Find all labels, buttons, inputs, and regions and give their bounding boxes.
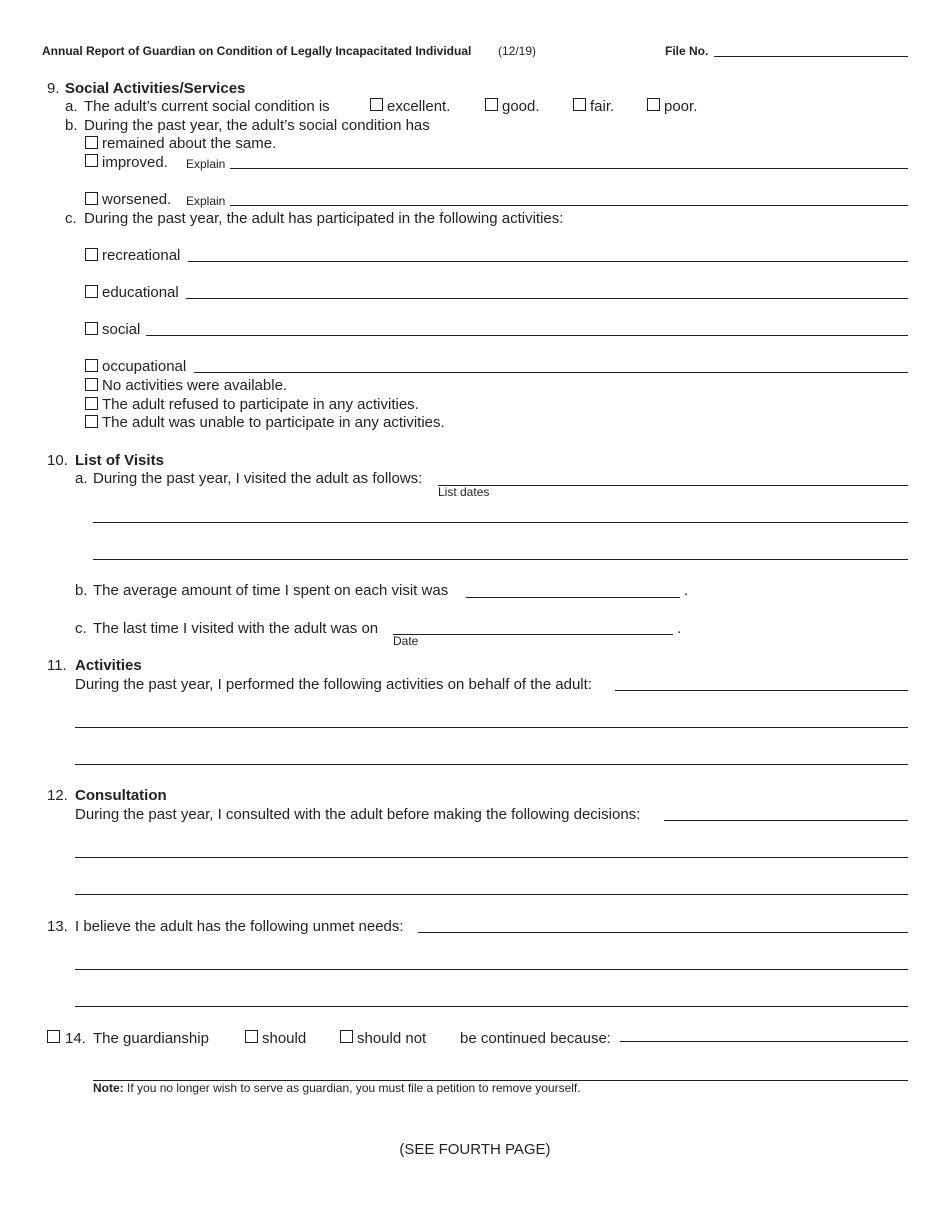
section-13-number: 13.: [47, 918, 68, 935]
s10-c-text: The last time I visited with the adult was on: [93, 620, 379, 637]
occupational-checkbox[interactable]: [85, 359, 98, 372]
s10-b-period: .: [684, 582, 689, 599]
file-no-label: File No.: [665, 44, 709, 58]
form-title: Annual Report of Guardian on Condition of Legally Incapacitated Individual: [42, 44, 472, 58]
section-11-title: Activities: [75, 657, 142, 674]
s14-text: The guardianship: [93, 1030, 209, 1047]
note-label: Note:: [93, 1081, 124, 1095]
section-14-checkbox[interactable]: [47, 1030, 60, 1043]
unmet-needs-field[interactable]: [418, 932, 908, 933]
worsened-checkbox[interactable]: [85, 192, 98, 205]
activities-line-2[interactable]: [75, 727, 908, 728]
s10-c-period: .: [677, 620, 682, 637]
s10-b-text: The average amount of time I spent on each visit was: [93, 582, 449, 599]
refused-label: The adult refused to participate in any activities.: [102, 396, 419, 413]
worsened-label: worsened.: [102, 191, 172, 208]
no-activities-label: No activities were available.: [102, 377, 288, 394]
visit-dates-line-2[interactable]: [93, 522, 908, 523]
recreational-checkbox[interactable]: [85, 248, 98, 261]
recreational-field[interactable]: [188, 261, 908, 262]
section-12-title: Consultation: [75, 787, 167, 804]
fair-label: fair.: [590, 98, 615, 115]
unable-checkbox[interactable]: [85, 415, 98, 428]
same-label: remained about the same.: [102, 135, 277, 152]
section-10-title: List of Visits: [75, 452, 164, 469]
improved-explain-label: Explain: [186, 157, 226, 171]
continued-because-label: be continued because:: [460, 1030, 611, 1047]
consultation-field[interactable]: [664, 820, 908, 821]
same-checkbox[interactable]: [85, 136, 98, 149]
section-14-number: 14.: [65, 1030, 86, 1047]
section-9-title: Social Activities/Services: [65, 80, 246, 97]
excellent-checkbox[interactable]: [370, 98, 383, 111]
social-field[interactable]: [146, 335, 908, 336]
educational-field[interactable]: [186, 298, 908, 299]
s10-a-text: During the past year, I visited the adult as follows:: [93, 470, 423, 487]
continued-because-field[interactable]: [620, 1041, 908, 1042]
s12-text: During the past year, I consulted with the adult before making the following decisions:: [75, 806, 641, 823]
good-checkbox[interactable]: [485, 98, 498, 111]
should-checkbox[interactable]: [245, 1030, 258, 1043]
s13-text: I believe the adult has the following unmet needs:: [75, 918, 404, 935]
unmet-needs-line-2[interactable]: [75, 969, 908, 970]
section-10-number: 10.: [47, 452, 68, 469]
note-text: If you no longer wish to serve as guardian, you must file a petition to remove yourself.: [127, 1081, 581, 1095]
average-time-field[interactable]: [466, 597, 680, 598]
worsened-explain-label: Explain: [186, 194, 226, 208]
recreational-label: recreational: [102, 247, 181, 264]
last-visit-date-field[interactable]: [393, 634, 673, 635]
refused-checkbox[interactable]: [85, 397, 98, 410]
consultation-line-3[interactable]: [75, 894, 908, 895]
good-label: good.: [502, 98, 540, 115]
worsened-explain-field[interactable]: [230, 205, 908, 206]
s9-a-label: a.: [65, 98, 78, 115]
s10-a-label: a.: [75, 470, 88, 487]
improved-explain-field[interactable]: [230, 168, 908, 169]
s10-c-label: c.: [75, 620, 87, 637]
consultation-line-2[interactable]: [75, 857, 908, 858]
s9-b-label: b.: [65, 117, 78, 134]
improved-label: improved.: [102, 154, 168, 171]
file-no-field[interactable]: [714, 56, 908, 57]
s9-b-text: During the past year, the adult’s social condition has: [84, 117, 430, 134]
see-fourth-page: (SEE FOURTH PAGE): [399, 1141, 551, 1158]
visit-dates-field[interactable]: [438, 485, 908, 486]
s11-text: During the past year, I performed the following activities on behalf of the adult:: [75, 676, 592, 693]
social-label: social: [102, 321, 141, 338]
s9-c-label: c.: [65, 210, 77, 227]
unmet-needs-line-3[interactable]: [75, 1006, 908, 1007]
note: [93, 1081, 581, 1095]
educational-checkbox[interactable]: [85, 285, 98, 298]
occupational-field[interactable]: [194, 372, 908, 373]
should-label: should: [262, 1030, 307, 1047]
no-activities-checkbox[interactable]: [85, 378, 98, 391]
activities-field[interactable]: [615, 690, 908, 691]
should-not-label: should not: [357, 1030, 427, 1047]
poor-label: poor.: [664, 98, 698, 115]
should-not-checkbox[interactable]: [340, 1030, 353, 1043]
poor-checkbox[interactable]: [647, 98, 660, 111]
s9-c-text: During the past year, the adult has participated in the following activities:: [84, 210, 564, 227]
last-visit-date-caption: Date: [393, 634, 419, 648]
visit-dates-line-3[interactable]: [93, 559, 908, 560]
educational-label: educational: [102, 284, 179, 301]
occupational-label: occupational: [102, 358, 187, 375]
excellent-label: excellent.: [387, 98, 451, 115]
visit-dates-caption: List dates: [438, 485, 490, 499]
social-checkbox[interactable]: [85, 322, 98, 335]
form-revision: (12/19): [498, 44, 537, 58]
activities-line-3[interactable]: [75, 764, 908, 765]
unable-label: The adult was unable to participate in any activities.: [102, 414, 445, 431]
s9-a-text: The adult’s current social condition is: [84, 98, 330, 115]
section-11-number: 11.: [47, 657, 67, 674]
fair-checkbox[interactable]: [573, 98, 586, 111]
s10-b-label: b.: [75, 582, 88, 599]
section-12-number: 12.: [47, 787, 68, 804]
section-9-number: 9.: [47, 80, 60, 97]
improved-checkbox[interactable]: [85, 154, 98, 167]
